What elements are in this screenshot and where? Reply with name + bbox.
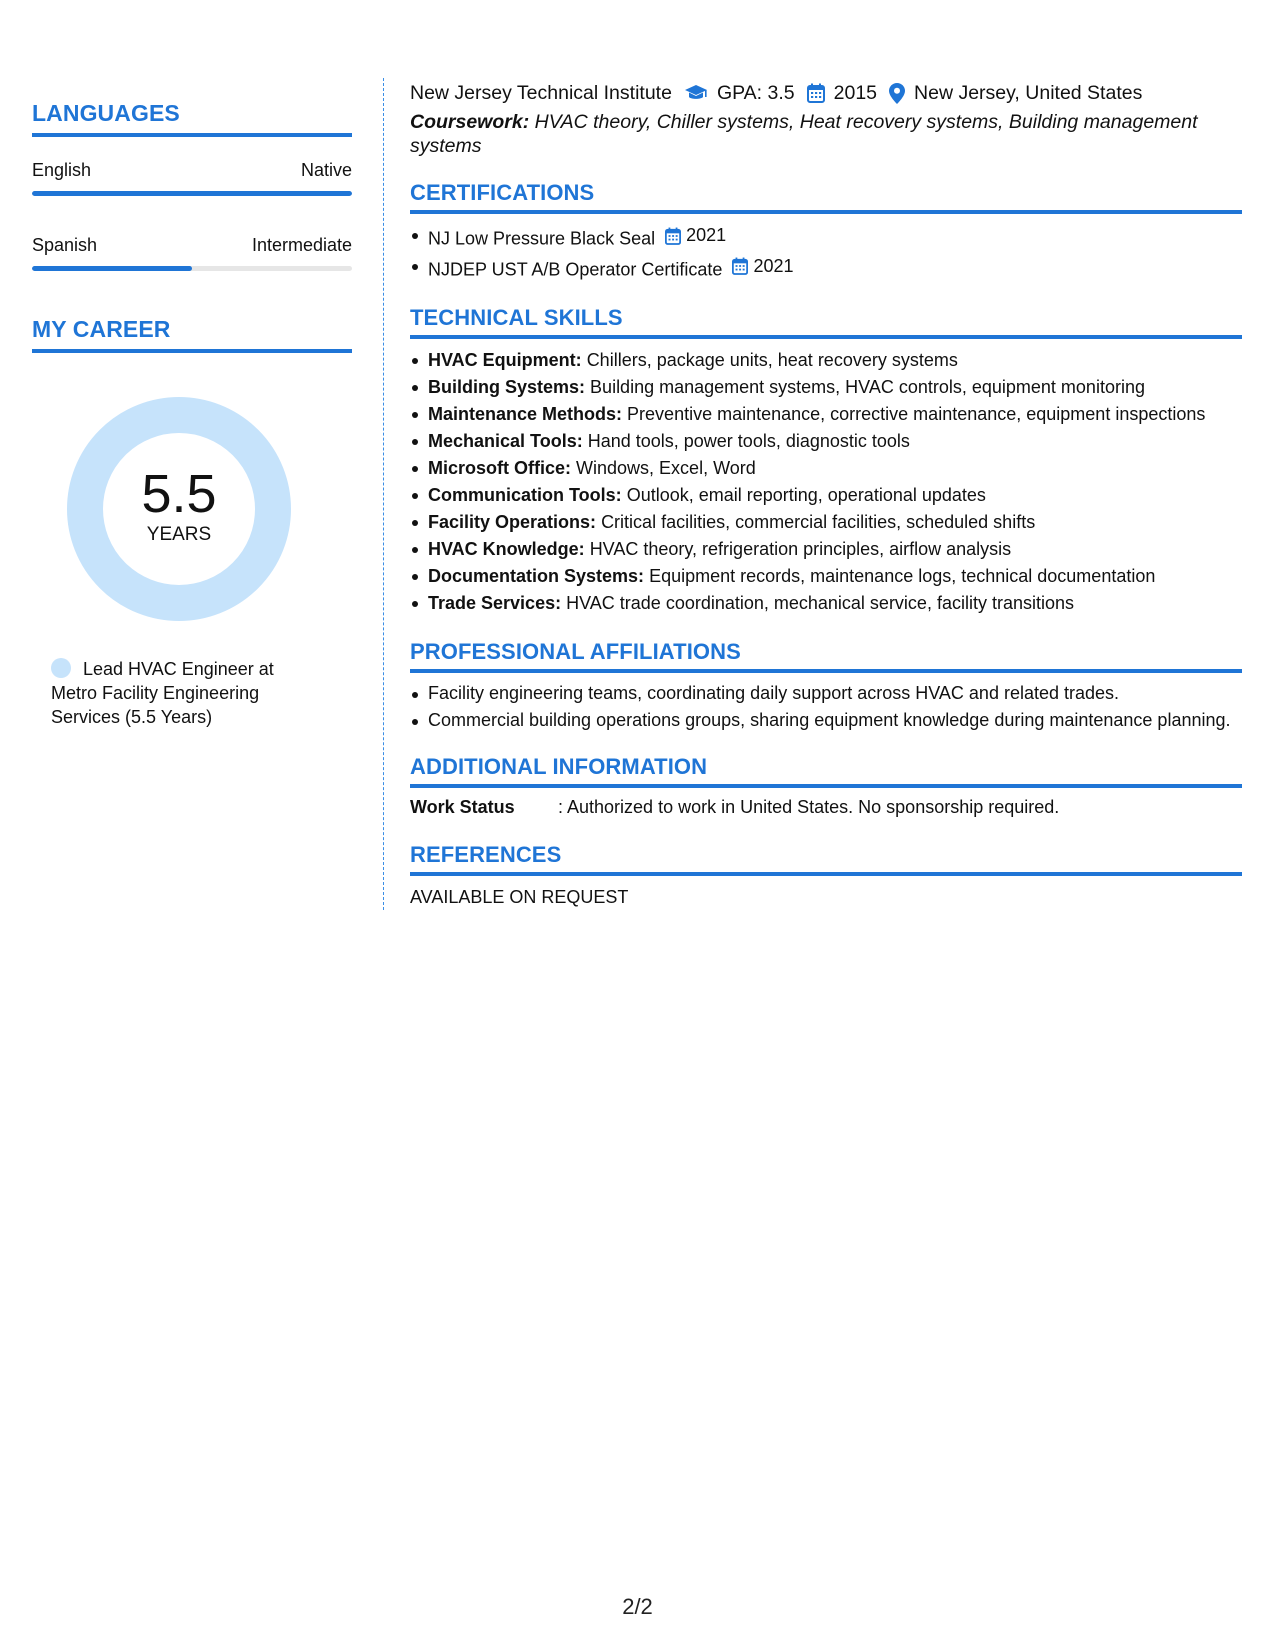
language-level-bar: [32, 191, 352, 196]
references-section: [410, 842, 1242, 910]
languages-section: [32, 100, 352, 271]
career-section: [32, 316, 352, 729]
skill-item: [428, 509, 1242, 536]
skill-item: [428, 455, 1242, 482]
calendar-icon: [807, 83, 825, 103]
skill-text: HVAC theory, refrigeration principles, airflow analysis: [589, 539, 1012, 559]
technical-skills-title: TECHNICAL SKILLS: [410, 305, 1242, 339]
skill-label: Communication Tools:: [428, 485, 622, 505]
skill-label: Microsoft Office:: [428, 458, 572, 478]
skill-item: [428, 482, 1242, 509]
graduation-year: 2015: [833, 82, 878, 104]
skill-item: [428, 590, 1242, 617]
language-name: Spanish: [32, 235, 98, 255]
references-title: REFERENCES: [410, 842, 1242, 876]
language-level-fill: [32, 266, 192, 271]
affiliations-list: [410, 681, 1242, 732]
skill-text: Preventive maintenance, corrective maintenance, equipment inspections: [627, 404, 1206, 424]
skill-item: [428, 374, 1242, 401]
affiliations-section: [410, 639, 1242, 732]
skill-text: Hand tools, power tools, diagnostic tools: [587, 431, 910, 451]
certification-year-wrap: [732, 253, 793, 280]
skill-label: Building Systems:: [428, 377, 586, 397]
certification-item: [428, 253, 1242, 284]
skill-text: Equipment records, maintenance logs, technical documentation: [649, 566, 1156, 586]
additional-info-section: [410, 754, 1242, 820]
right-column: [410, 80, 1242, 910]
career-legend-text: Lead HVAC Engineer at Metro Facility Engineering Services (5.5 Years): [51, 659, 274, 727]
skill-label: Facility Operations:: [428, 512, 597, 532]
work-status-value: : Authorized to work in United States. No sponsorship required.: [558, 797, 1060, 817]
language-level-bar: [32, 266, 352, 271]
affiliations-title: PROFESSIONAL AFFILIATIONS: [410, 639, 1242, 673]
skill-item: [428, 401, 1242, 428]
certification-year: 2021: [686, 225, 727, 245]
calendar-icon: [665, 227, 686, 245]
education-entry: [410, 80, 1242, 158]
coursework: [410, 110, 1242, 158]
school-name: New Jersey Technical Institute: [410, 82, 672, 104]
certification-name: NJ Low Pressure Black Seal: [428, 228, 656, 249]
skill-item: [428, 536, 1242, 563]
technical-skills-list: [410, 347, 1242, 617]
skill-text: Critical facilities, commercial facilities, scheduled shifts: [601, 512, 1036, 532]
certifications-list: [410, 222, 1242, 283]
gpa-text: GPA: 3.5: [716, 82, 795, 104]
affiliation-item: Facility engineering teams, coordinating daily support across HVAC and related trades.: [428, 681, 1242, 705]
language-list: [32, 159, 352, 271]
education-line: [410, 80, 1242, 106]
work-status-row: [410, 794, 1242, 820]
certification-year-wrap: [665, 222, 726, 249]
donut-center: [67, 397, 291, 621]
skill-label: Trade Services:: [428, 593, 562, 613]
career-legend: [51, 657, 291, 729]
legend-dot-icon: [51, 658, 71, 678]
skill-item: [428, 428, 1242, 455]
certification-name: NJDEP UST A/B Operator Certificate: [428, 259, 723, 279]
coursework-label: Coursework:: [410, 111, 530, 133]
coursework-text: HVAC theory, Chiller systems, Heat recovery systems, Building management systems: [410, 111, 1198, 157]
left-column: [32, 100, 352, 729]
certifications-title: CERTIFICATIONS: [410, 180, 1242, 214]
career-title: MY CAREER: [32, 316, 352, 353]
references-text: AVAILABLE ON REQUEST: [410, 887, 629, 907]
skill-label: HVAC Equipment:: [428, 350, 582, 370]
location-pin-icon: [889, 83, 905, 104]
skill-text: HVAC trade coordination, mechanical service, facility transitions: [566, 593, 1074, 613]
career-total-unit: YEARS: [146, 524, 212, 545]
language-level-fill: [32, 191, 352, 196]
skill-label: Maintenance Methods:: [428, 404, 623, 424]
certifications-section: [410, 180, 1242, 283]
skill-text: Outlook, email reporting, operational updates: [626, 485, 986, 505]
certification-year: 2021: [753, 255, 794, 276]
school-location: New Jersey, United States: [914, 82, 1143, 104]
additional-info-title: ADDITIONAL INFORMATION: [410, 754, 1242, 788]
calendar-icon: [732, 257, 753, 275]
graduation-cap-icon: [684, 84, 708, 102]
skill-item: [428, 563, 1242, 590]
language-level: Native: [300, 160, 352, 180]
language-row: [32, 234, 352, 256]
skill-text: Building management systems, HVAC controls, equipment monitoring: [590, 377, 1145, 397]
languages-title: LANGUAGES: [32, 100, 352, 137]
work-status-key: Work Status: [410, 797, 515, 817]
language-row: [32, 159, 352, 181]
career-total-value: 5.5: [141, 464, 217, 524]
skill-text: Chillers, package units, heat recovery systems: [586, 350, 958, 370]
skill-label: Mechanical Tools:: [428, 431, 583, 451]
skill-text: Windows, Excel, Word: [576, 458, 756, 478]
skill-label: HVAC Knowledge:: [428, 539, 585, 559]
skill-item: [428, 347, 1242, 374]
technical-skills-section: [410, 305, 1242, 617]
language-item: [32, 159, 352, 196]
language-level: Intermediate: [251, 235, 352, 255]
column-divider: [383, 78, 384, 910]
language-name: English: [32, 160, 92, 180]
affiliation-item: Commercial building operations groups, sharing equipment knowledge during maintenance planning.: [428, 708, 1242, 732]
career-donut-chart: [67, 397, 291, 621]
language-item: [32, 234, 352, 271]
certification-item: [428, 222, 1242, 253]
page-number: 2/2: [622, 1594, 653, 1619]
skill-label: Documentation Systems:: [428, 566, 645, 586]
